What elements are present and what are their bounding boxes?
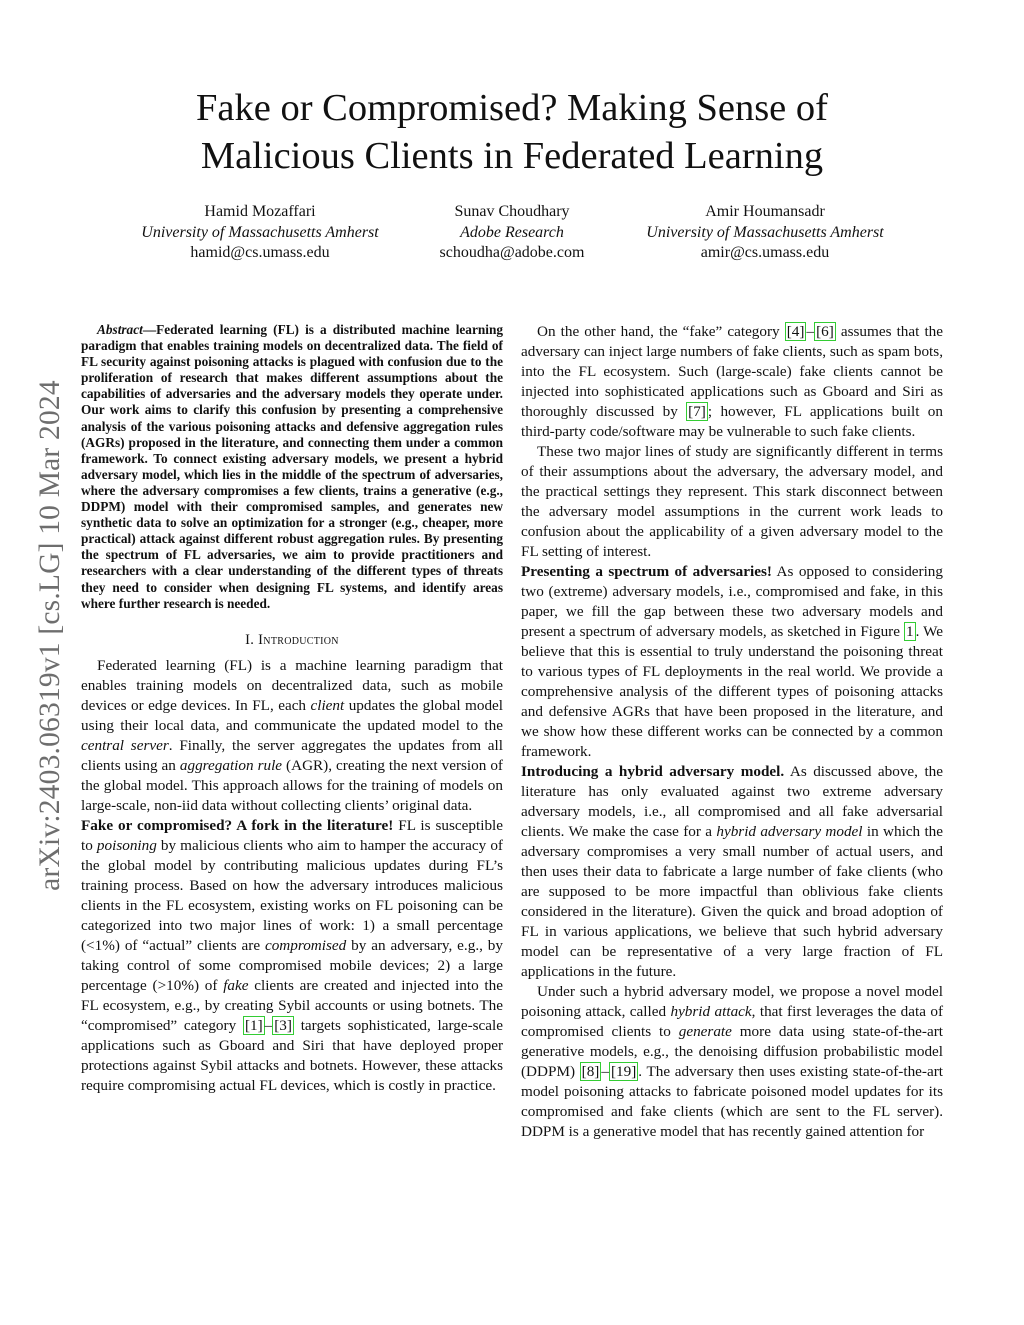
- author-name: Sunav Choudhary: [454, 203, 570, 220]
- section-title: Introduction: [258, 631, 339, 648]
- text-run: . We believe that this is essential to truly understand the poisoning threat to various types of FL deployments in the real world. We provide a comprehensive analysis of the different types of poisoning attacks and defensive AGRs that have been proposed in the literature, and we show how these different works can be connected by a common framework.: [521, 623, 943, 760]
- author-name: Amir Houmansadr: [705, 203, 825, 220]
- right-paragraph-2: These two major lines of study are significantly different in terms of their assumptions about the adversary, the adversary model, and the practical settings they represent. This stark disconnect between the adversary model assumptions in the current work leads to confusion about the applicability of a given adversary model to the FL setting of interest.: [521, 443, 943, 560]
- citation-link[interactable]: [1]: [244, 1016, 263, 1034]
- text-run: Under such a hybrid adversary model, we propose a novel model poisoning attack, called: [521, 983, 943, 1020]
- text-run: Federated learning (FL) is a machine learning paradigm that enables training models on decentralized data, such as mobile devices or edge devices. In FL, each: [81, 656, 503, 714]
- text-run: –: [806, 323, 815, 340]
- citation-link[interactable]: [4]: [786, 323, 805, 340]
- text-run: assumes that the adversary can inject large numbers of fake clients, such as spam bots, into the FL ecosystem. Such (large-scale) fake clients cannot be injected into sophisticated applications such as Gboard and Siri as thoroughly discussed by: [521, 323, 944, 420]
- run-in-heading: Fake or compromised? A fork in the literature!: [81, 816, 394, 834]
- emphasis: fake: [223, 976, 249, 994]
- text-run: (AGR), creating the next version of the global model. This approach allows for the training of models on large-scale, non-iid data without collecting clients’ original data.: [81, 756, 503, 814]
- right-paragraph-5: [521, 982, 943, 1142]
- text-run: As discussed above, the literature has only evaluated against two extreme adversary adversary models, i.e., all compromised and all fake adversarial clients. We make the case for a: [521, 763, 944, 840]
- intro-paragraph-2: [81, 816, 503, 1096]
- emphasis: hybrid attack: [670, 1003, 752, 1020]
- author-email[interactable]: schoudha@adobe.com: [439, 244, 585, 261]
- emphasis: generate: [678, 1023, 732, 1040]
- citation-link[interactable]: [3]: [274, 1016, 292, 1034]
- emphasis: hybrid adversary model: [716, 823, 863, 840]
- author-affiliation: University of Massachusetts Amherst: [646, 223, 884, 241]
- text-run: clients are created and injected into the FL ecosystem, e.g., by creating Sybil accounts or using botnets. The “compromised” category: [81, 976, 503, 1034]
- text-run: updates the global model using their local data, and communicate the updated model to the: [81, 696, 503, 734]
- text-run: , that first leverages the data of compromised clients to: [521, 1003, 944, 1040]
- text-run: by an adversary, e.g., by taking control of some compromised mobile devices; 2) a large percentage (>10%) of: [81, 936, 503, 994]
- text-run: On the other hand, the “fake” category: [537, 323, 785, 340]
- paper-title-line-2: Malicious Clients in Federated Learning: [200, 135, 824, 177]
- left-column: [81, 322, 503, 1096]
- section-number: I.: [245, 631, 255, 648]
- intro-paragraph-1: [81, 656, 503, 816]
- right-paragraph-1: [521, 322, 943, 442]
- arxiv-identifier: arXiv:2403.06319v1 [cs.LG] 10 Mar 2024: [33, 379, 66, 891]
- text-run: As opposed to considering two (extreme) adversary models, i.e., compromised and fake, in this paper, we fill the gap between these two adversary models and present a spectrum of adversary models, as sketched in Figure: [521, 563, 943, 640]
- text-run: . The adversary then uses existing state-of-the-art model poisoning attacks to fabricate poisoned model updates for its compromised and fake clients (which are sent to the FL server). DDPM is a generative model that has recently gained attention for: [521, 1063, 943, 1140]
- citation-link[interactable]: [6]: [816, 323, 834, 340]
- emphasis: central server: [81, 736, 169, 754]
- author-block: [100, 202, 924, 272]
- paper-title-line-1: Fake or Compromised? Making Sense of: [196, 87, 828, 129]
- text-run: –: [264, 1016, 273, 1034]
- author-name: Hamid Mozaffari: [204, 203, 316, 220]
- run-in-heading: Introducing a hybrid adversary model.: [521, 763, 785, 780]
- abstract-text: —Federated learning (FL) is a distributed machine learning paradigm that enables training models on decentralized data. The field of FL security against poisoning attacks is plagued with confusion due to the proliferation of research that makes different assumptions about the capabilities of adversaries and the adversary models they operate under. Our work aims to clarify this confusion by presenting a comprehensive analysis of the various poisoning attacks and defensive aggregation rules (AGRs) proposed in the literature, and connecting them under a common framework. To connect existing adversary models, we present a hybrid adversary model, which lies in the middle of the spectrum of adversaries, where the adversary compromises a few clients, trains a generative (e.g., DDPM) model with their compromised samples, and generates new synthetic data to solve an optimization for a stronger (e.g., cheaper, more practical) attack against different robust aggregation rules. By presenting the spectrum of FL adversaries, we aim to provide practitioners and researchers with a clear understanding of the different types of threats they need to consider when designing FL systems, and identify areas where further research is needed.: [81, 322, 503, 611]
- emphasis: poisoning: [96, 836, 157, 854]
- section-heading-introduction: [81, 630, 503, 650]
- citation-link[interactable]: [8]: [581, 1063, 600, 1080]
- abstract-label: Abstract: [97, 322, 143, 337]
- author-1: [125, 202, 395, 264]
- right-paragraph-4: [521, 762, 943, 982]
- right-paragraph-3: [521, 562, 943, 762]
- text-run: more data using state-of-the-art generative models, e.g., the denoising diffusion probabilistic model (DDPM): [521, 1023, 943, 1080]
- author-email[interactable]: hamid@cs.umass.edu: [190, 244, 330, 261]
- text-run: targets sophisticated, large-scale applications such as Gboard and Siri that have deployed proper protections against Sybil attacks and botnets. However, these attacks require compromising actual FL devices, which is costly in practice.: [81, 1016, 503, 1094]
- text-run: FL is susceptible to: [81, 816, 503, 854]
- emphasis: compromised: [264, 936, 347, 954]
- arxiv-sidebar-stamp: [20, 320, 80, 950]
- text-run: ; however, FL applications built on third-party code/software may be vulnerable to such fake clients.: [521, 403, 943, 440]
- author-2: [377, 202, 647, 264]
- emphasis: aggregation rule: [179, 756, 283, 774]
- figure-link[interactable]: 1: [906, 623, 914, 640]
- emphasis: client: [310, 696, 345, 714]
- paper-title: [100, 84, 924, 180]
- citation-link[interactable]: [7]: [688, 403, 706, 420]
- author-3: [630, 202, 900, 264]
- author-affiliation: Adobe Research: [460, 223, 564, 241]
- citation-link[interactable]: [19]: [610, 1063, 637, 1080]
- right-column: [521, 322, 943, 1142]
- author-affiliation: University of Massachusetts Amherst: [141, 223, 379, 241]
- text-run: . Finally, the server aggregates the updates from all clients using an: [81, 736, 503, 774]
- abstract: [81, 322, 503, 612]
- text-run: –: [601, 1063, 609, 1080]
- text-run: in which the adversary compromises a very small number of actual users, and then uses their data to fabricate a large number of fake clients (who are supposed to be more impactful than oblivious fake clients considered in the literature). Given the quick and broad adoption of FL in various applications, we believe that such hybrid adversary model can be representative of a very large fraction of FL applications in the future.: [521, 823, 943, 980]
- run-in-heading: Presenting a spectrum of adversaries!: [521, 563, 772, 580]
- text-run: by malicious clients who aim to hamper the accuracy of the global model by contributing malicious updates during FL’s training process. Based on how the adversary introduces malicious clients in the FL ecosystem, existing works on FL poisoning can be categorized into two major lines of work: 1) a small percentage (<1%) of “actual” clients are: [81, 836, 503, 954]
- author-email[interactable]: amir@cs.umass.edu: [700, 244, 830, 261]
